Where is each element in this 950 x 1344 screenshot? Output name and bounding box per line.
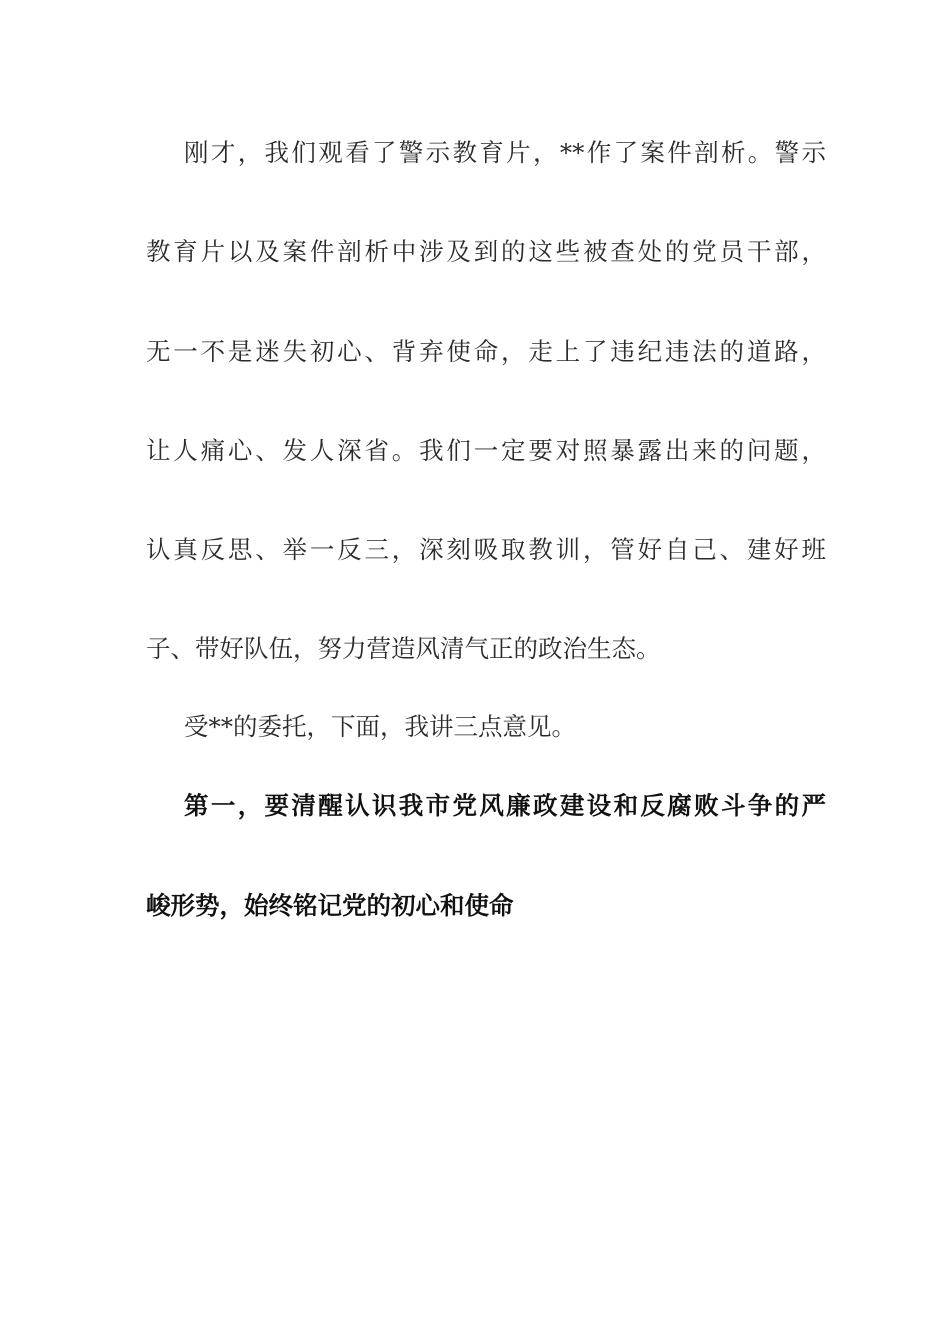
paragraph-line: 教育片以及案件剖析中涉及到的这些被查处的党员干部， [146, 237, 826, 266]
paragraph-line: 受**的委托，下面，我讲三点意见。 [184, 712, 576, 741]
heading-line: 第一，要清醒认识我市党风廉政建设和反腐败斗争的严 [184, 791, 826, 820]
paragraph-line: 子、带好队伍，努力营造风清气正的政治生态。 [146, 634, 661, 663]
paragraph-line: 刚才，我们观看了警示教育片，**作了案件剖析。警示 [184, 138, 826, 167]
paragraph-line: 认真反思、举一反三，深刻吸取教训，管好自己、建好班 [146, 535, 826, 564]
heading-line: 峻形势，始终铭记党的初心和使命 [146, 891, 514, 920]
paragraph-line: 无一不是迷失初心、背弃使命，走上了违纪违法的道路， [146, 337, 826, 366]
paragraph-line: 让人痛心、发人深省。我们一定要对照暴露出来的问题， [146, 436, 826, 465]
